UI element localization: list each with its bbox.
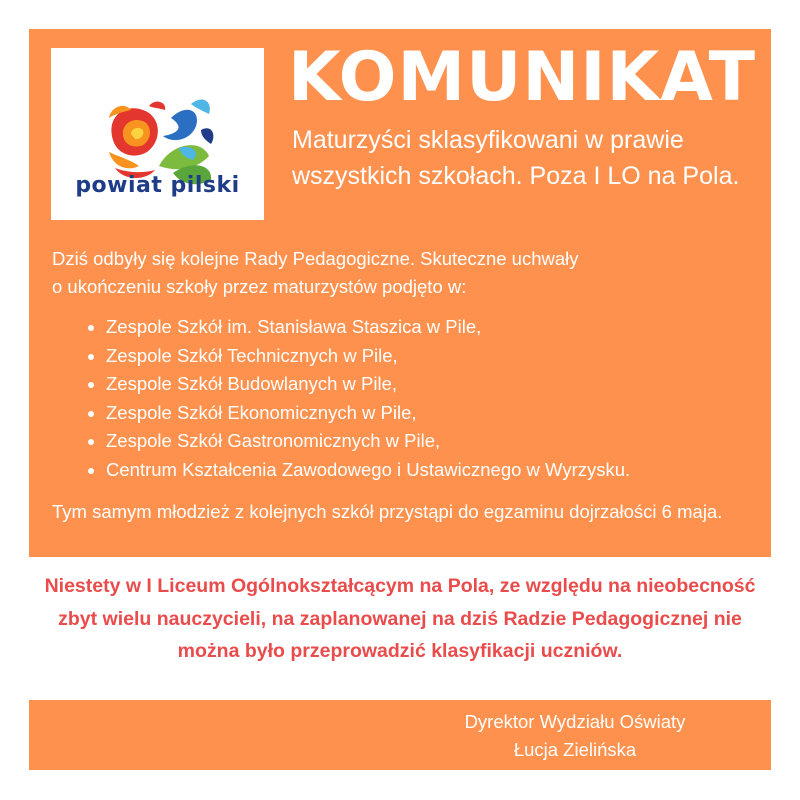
- page-title: KOMUNIKAT: [288, 38, 756, 117]
- list-item: Zespole Szkół Ekonomicznych w Pile,: [84, 399, 764, 428]
- list-item: Centrum Kształcenia Zawodowego i Ustawicznego w Wyrzysku.: [84, 456, 764, 485]
- subtitle: Maturzyści sklasyfikowani w prawie wszystkich szkołach. Poza I LO na Pola.: [292, 126, 740, 190]
- list-item: Zespole Szkół Budowlanych w Pile,: [84, 370, 764, 399]
- list-item: Zespole Szkół Gastronomicznych w Pile,: [84, 427, 764, 456]
- signature: [400, 708, 750, 764]
- list-item: Zespole Szkół im. Stanisława Staszica w Pile,: [84, 313, 764, 342]
- intro-line: Dziś odbyły się kolejne Rady Pedagogiczne. Skuteczne uchwały: [52, 248, 579, 269]
- logo: [51, 48, 264, 220]
- list-item: Zespole Szkół Technicznych w Pile,: [84, 342, 764, 371]
- conclusion-paragraph: Tym samym młodzież z kolejnych szkół przystąpi do egzaminu dojrzałości 6 maja.: [52, 501, 723, 522]
- signature-name: Łucja Zielińska: [513, 739, 637, 760]
- intro-line: o ukończeniu szkoły przez maturzystów podjęto w:: [52, 276, 467, 297]
- school-list: [84, 313, 764, 485]
- logo-text: powiat pilski: [75, 173, 240, 198]
- signature-role: Dyrektor Wydziału Oświaty: [464, 711, 686, 732]
- intro-paragraph: [52, 245, 752, 301]
- warning-message: Niestety w I Liceum Ogólnokształcącym na Pola, ze względu na nieobecność zbyt wielu nauczycieli, na zaplanowanej na dziś Radzie Pedagogicznej nie można było przeprowadzić klasyfikacji uczniów.: [44, 575, 756, 662]
